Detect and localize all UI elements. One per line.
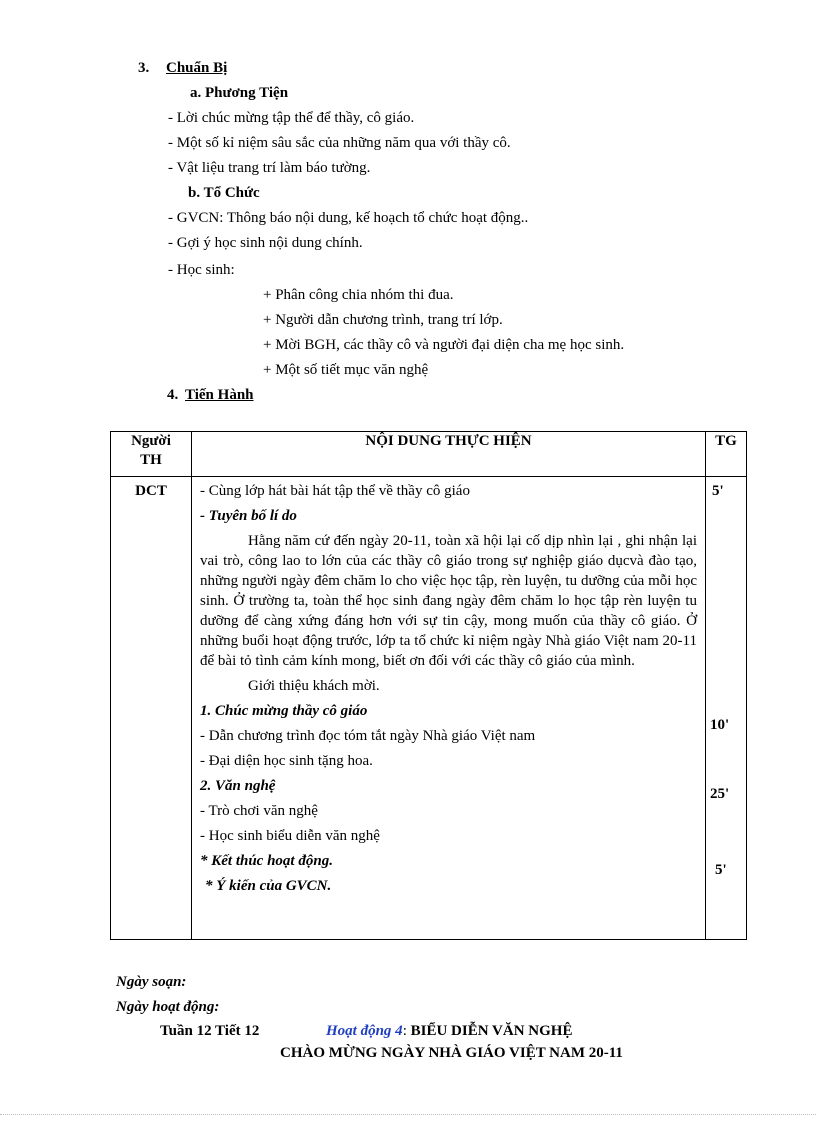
content-part2-b: - Học sinh biểu diễn văn nghệ	[200, 828, 380, 844]
activity-colon: :	[402, 1023, 407, 1039]
content-part1-a: - Dẫn chương trình đọc tóm tắt ngày Nhà giáo Việt nam	[200, 728, 536, 744]
content-guests: Giới thiệu khách mời.	[248, 678, 380, 694]
week-period: Tuần 12 Tiết 12	[160, 1023, 260, 1039]
time-value: 5'	[715, 862, 727, 878]
activity-date-label: Ngày hoạt động:	[116, 999, 220, 1015]
student-item: + Phân công chia nhóm thi đua.	[263, 287, 454, 303]
person-cell	[111, 477, 192, 940]
sub-heading-b: b. Tổ Chức	[188, 185, 260, 201]
prep-item: - Một số kỉ niệm sâu sắc của những năm qua với thầy cô.	[168, 135, 511, 151]
header-time: TG	[706, 432, 747, 477]
page-bottom-divider	[0, 1114, 816, 1115]
content-reason-title: - Tuyên bố lí do	[200, 508, 297, 524]
person-dct: DCT	[135, 483, 167, 499]
time-value: 10'	[710, 717, 730, 733]
header-content: NỘI DUNG THỰC HIỆN	[192, 432, 706, 477]
content-end: * Kết thúc hoạt động.	[200, 853, 333, 869]
student-item: + Người dẫn chương trình, trang trí lớp.	[263, 312, 503, 328]
section-4-number: 4.	[167, 387, 179, 403]
activity-subtitle: CHÀO MỪNG NGÀY NHÀ GIÁO VIỆT NAM 20-11	[280, 1045, 623, 1061]
org-item: - GVCN: Thông báo nội dung, kế hoạch tổ chức hoạt động..	[168, 210, 529, 226]
activity-heading	[326, 1022, 572, 1040]
content-cell	[192, 477, 706, 940]
org-item: - Gợi ý học sinh nội dung chính.	[168, 235, 363, 251]
content-reason-text: Hằng năm cứ đến ngày 20-11, toàn xã hội lại cố dịp nhìn lại , ghi nhận lại vai trò, công lao to lớn của các thầy cô giáo trong sự nghiệp giáo dụcvà đào tạo, những người ngày đêm chăm lo cho việc học tập, rèn luyện, tu dưỡng của mỗi học sinh. Ở trường ta, toàn thể học sinh đang ngày đêm chăm lo học tập rèn luyện tu dưỡng để càng xứng đáng hơn với sự tin cậy, mong muốn của thầy cô giáo. Ở những buổi hoạt động trước, lớp ta tổ chức kỉ niệm ngày Nhà giáo Việt nam 20-11 để bài tỏ tình cảm kính mong, biết ơn đối với các thầy cô giáo của mình.	[200, 533, 697, 669]
content-part1-title: 1. Chúc mừng thầy cô giáo	[200, 703, 368, 719]
section-3-title: Chuẩn Bị	[166, 60, 228, 76]
time-value: 25'	[710, 786, 730, 802]
org-item: - Học sinh:	[168, 262, 235, 278]
section-4-title: Tiến Hành	[185, 387, 254, 403]
activity-label: Hoạt động 4	[326, 1023, 403, 1039]
time-value: 5'	[712, 483, 724, 499]
prep-date-label: Ngày soạn:	[116, 974, 187, 990]
student-item: + Một số tiết mục văn nghệ	[263, 362, 429, 378]
section-3-number: 3.	[138, 60, 150, 76]
content-part1-b: - Đại diện học sinh tặng hoa.	[200, 753, 373, 769]
activity-table	[110, 431, 747, 940]
prep-item: - Vật liệu trang trí làm báo tường.	[168, 160, 371, 176]
content-part2-title: 2. Văn nghệ	[200, 778, 276, 794]
prep-item: - Lời chúc mừng tập thể để thầy, cô giáo.	[168, 110, 415, 126]
sub-heading-a: a. Phương Tiện	[190, 85, 289, 101]
content-part2-a: - Trò chơi văn nghệ	[200, 803, 318, 819]
content-sing: - Cùng lớp hát bài hát tập thể về thầy cô giáo	[200, 483, 470, 499]
activity-title: BIỂU DIỄN VĂN NGHỆ	[410, 1023, 573, 1039]
time-cell	[706, 477, 747, 940]
content-opinion: * Ý kiến của GVCN.	[205, 878, 332, 894]
student-item: + Mời BGH, các thầy cô và người đại diện cha mẹ học sinh.	[263, 337, 625, 353]
header-person: Người TH	[111, 432, 192, 477]
